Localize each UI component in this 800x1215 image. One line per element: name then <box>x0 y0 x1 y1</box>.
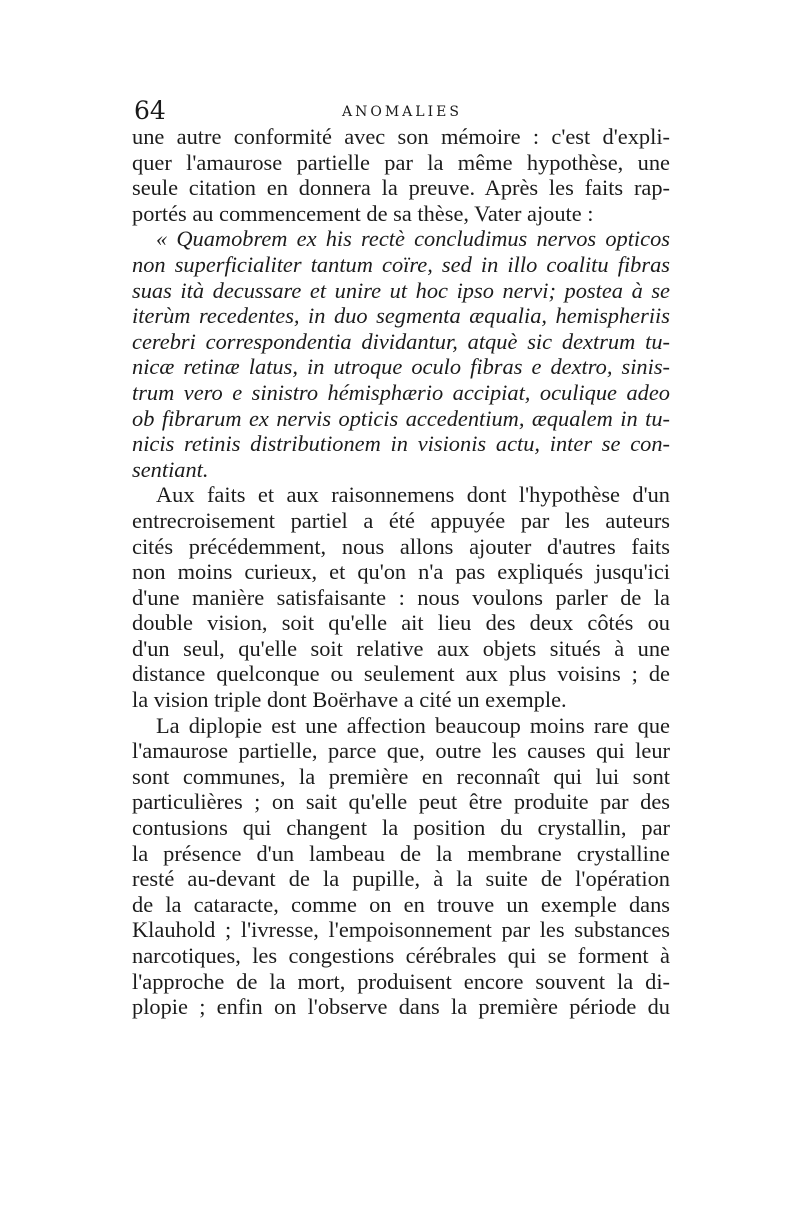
body-text <box>132 124 670 1020</box>
text-line: la présence d'un lambeau de la membrane crystalline <box>132 840 670 866</box>
text-line: « Quamobrem ex his rectè concludimus nervos opticos <box>156 226 670 252</box>
text-line: Aux faits et aux raisonnemens dont l'hypothèse d'un <box>156 482 670 508</box>
text-line: l'approche de la mort, produisent encore souvent la di- <box>132 968 670 994</box>
text-line: suas ità decussare et unire ut hoc ipso nervi; postea à se <box>132 277 670 303</box>
page-number: 64 <box>134 96 166 125</box>
text-line: quer l'amaurose partielle par la même hypothèse, une <box>132 149 670 175</box>
text-line: la vision triple dont Boërhave a cité un exemple. <box>132 687 567 713</box>
text-line: de la cataracte, comme on en trouve un exemple dans <box>132 891 670 917</box>
text-line: d'un seul, qu'elle soit relative aux objets situés à une <box>132 635 670 661</box>
text-line: resté au-devant de la pupille, à la suite de l'opération <box>132 866 670 892</box>
text-line: non moins curieux, et qu'on n'a pas expliqués jusqu'ici <box>132 559 670 585</box>
text-line: une autre conformité avec son mémoire : c'est d'expli- <box>132 124 670 149</box>
text-line: seule citation en donnera la preuve. Après les faits rap- <box>132 175 670 201</box>
text-line: nicæ retinæ latus, in utroque oculo fibras e dextro, sinis- <box>132 354 670 380</box>
text-line: contusions qui changent la position du crystallin, par <box>132 815 670 841</box>
text-line: ob fibrarum ex nervis opticis accedentium, æqualem in tu- <box>132 405 670 431</box>
text-line: sont communes, la première en reconnaît qui lui sont <box>132 763 670 789</box>
text-line: Klauhold ; l'ivresse, l'empoisonnement par les substances <box>132 917 670 943</box>
text-line: narcotiques, les congestions cérébrales qui se forment à <box>132 943 670 968</box>
text-line: particulières ; on sait qu'elle peut être produite par des <box>132 789 670 815</box>
text-line: nicis retinis distributionem in visionis actu, inter se con- <box>132 431 670 457</box>
text-line: La diplopie est une affection beaucoup moins rare que <box>156 712 670 738</box>
text-line: sentiant. <box>132 456 209 482</box>
text-line: cerebri correspondentia dividantur, atquè sic dextrum tu- <box>132 328 670 354</box>
text-line: portés au commencement de sa thèse, Vater ajoute : <box>132 200 594 226</box>
running-title: ANOMALIES <box>342 104 462 120</box>
text-line: entrecroisement partiel a été appuyée par les auteurs <box>132 507 670 533</box>
text-line: non superficialiter tantum coïre, sed in illo coalitu fibras <box>132 251 670 277</box>
text-line: d'une manière satisfaisante : nous voulons parler de la <box>132 584 670 610</box>
text-line: double vision, soit qu'elle ait lieu des deux côtés ou <box>132 610 670 636</box>
text-line: trum vero e sinistro hémisphærio accipiat, oculique adeo <box>132 379 670 405</box>
text-line: cités précédemment, nous allons ajouter d'autres faits <box>132 533 670 559</box>
text-line: l'amaurose partielle, parce que, outre les causes qui leur <box>132 738 670 764</box>
text-line: iterùm recedentes, in duo segmenta æqualia, hemispheriis <box>132 303 670 329</box>
text-line: distance quelconque ou seulement aux plus voisins ; de <box>132 661 670 687</box>
text-line: plopie ; enfin on l'observe dans la première période du <box>132 994 670 1020</box>
